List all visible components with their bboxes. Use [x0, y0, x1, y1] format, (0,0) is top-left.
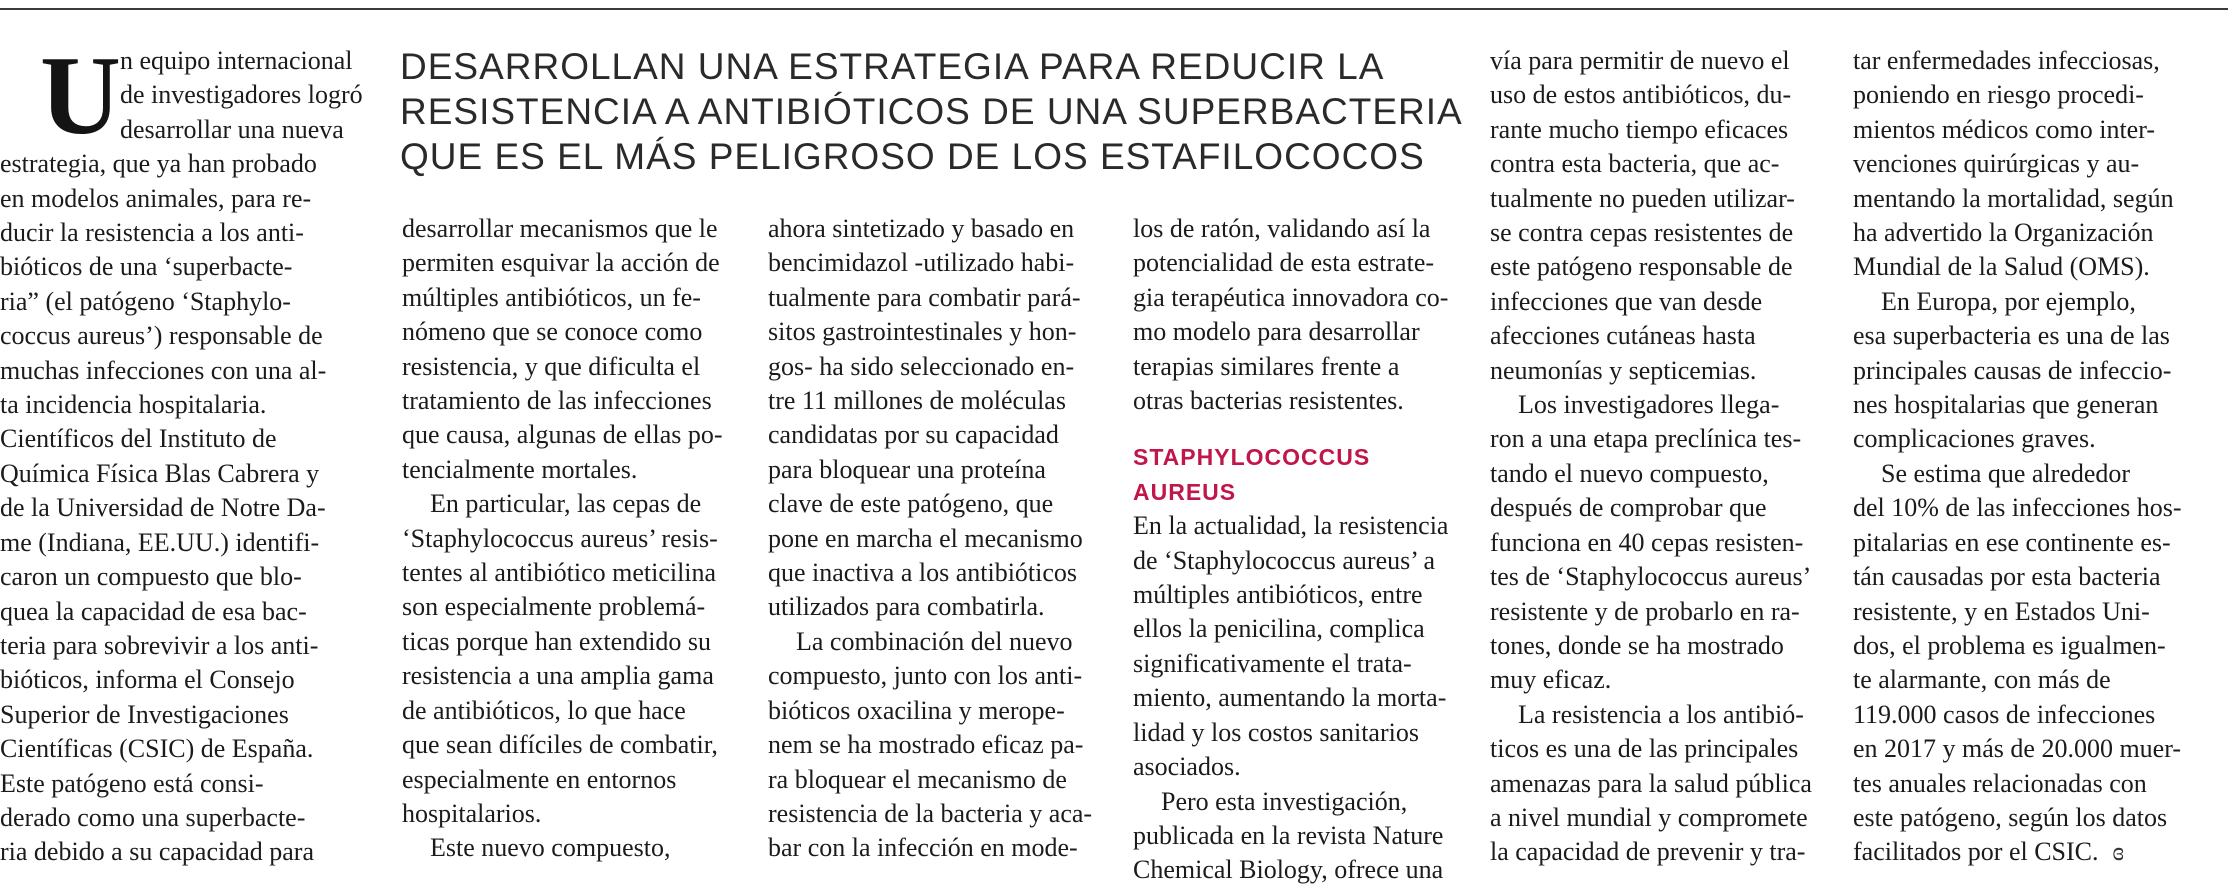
text-line: resistencia de la bacteria y aca- — [768, 798, 1093, 828]
text-line: ticas porque han extendido su — [402, 626, 712, 656]
text-line: vía para permitir de nuevo el — [1490, 46, 1790, 75]
text-line: dos, el problema es igualmen- — [1853, 630, 2166, 660]
article-column-5 — [1490, 44, 1820, 870]
text-line: que causa, algunas de ellas po- — [402, 420, 723, 450]
text-line: otras bacterias resistentes. — [1133, 386, 1404, 416]
text-line: contra esta bacteria, que ac- — [1490, 149, 1780, 179]
paragraph — [402, 831, 732, 865]
text-line: que inactiva a los antibióticos — [768, 558, 1078, 588]
text-line: mientos médicos como inter- — [1853, 114, 2156, 144]
text-line: tentes al antibiótico meticilina — [402, 558, 717, 588]
text-line: mentando la mortalidad, según — [1853, 183, 2174, 213]
text-line: significativamente el trata- — [1133, 648, 1412, 678]
text-line: la capacidad de prevenir y tra- — [1490, 837, 1806, 867]
text-line: tar enfermedades infecciosas, — [1853, 46, 2160, 75]
text-line: ta incidencia hospitalaria. — [0, 390, 267, 420]
text-line: asociados. — [1133, 752, 1241, 782]
text-line: de la Universidad de Notre Da- — [0, 493, 326, 523]
paragraph — [1133, 509, 1463, 784]
text-line: resistente, y en Estados Uni- — [1853, 596, 2150, 626]
headline — [400, 44, 1463, 179]
text-line: coccus aureus’) responsable de — [0, 321, 323, 351]
text-line: bióticos, informa el Consejo — [0, 665, 295, 695]
text-line: clave de este patógeno, que — [768, 489, 1054, 519]
text-line: desarrollar mecanismos que le — [402, 214, 718, 243]
text-line: bióticos de una ‘superbacte- — [0, 252, 293, 282]
text-line: En particular, las cepas de — [430, 489, 702, 519]
text-line: los de ratón, validando así la — [1133, 214, 1431, 243]
text-line: Los investigadores llega- — [1518, 390, 1780, 420]
text-line: tes anuales relacionadas con — [1853, 768, 2147, 798]
text-line: Se estima que alrededor — [1881, 458, 2131, 488]
text-line: miento, aumentando la morta- — [1133, 683, 1447, 713]
paragraph — [402, 212, 732, 487]
text-line: pitalarias en ese continente es- — [1853, 527, 2171, 557]
text-line: candidatas por su capacidad — [768, 420, 1059, 450]
text-line: ‘Staphylococcus aureus’ resis- — [402, 523, 718, 553]
text-line: son especialmente problemá- — [402, 592, 706, 622]
text-line: muchas infecciones con una al- — [0, 355, 327, 385]
text-line: que sean difíciles de combatir, — [402, 730, 718, 760]
paragraph — [1853, 285, 2193, 457]
text-line: tán causadas por esta bacteria — [1853, 562, 2161, 592]
text-line: esa superbacteria es una de las — [1853, 321, 2170, 351]
text-line: ron a una etapa preclínica tes- — [1490, 424, 1802, 454]
paragraph — [1490, 698, 1820, 870]
text-line: amenazas para la salud pública — [1490, 768, 1812, 798]
text-line: resistente y de probarlo en ra- — [1490, 596, 1800, 626]
article-column-6 — [1853, 44, 2193, 870]
paragraph — [402, 487, 732, 831]
text-line: en 2017 y más de 20.000 muer- — [1853, 734, 2182, 764]
paragraph — [0, 767, 355, 870]
text-line: La combinación del nuevo — [796, 626, 1073, 656]
text-line: ra bloquear el mecanismo de — [768, 764, 1067, 794]
text-line: este patógeno, según los datos — [1853, 802, 2168, 832]
text-line: Superior de Investigaciones — [0, 699, 289, 729]
article-column-1 — [0, 34, 363, 870]
text-line: de antibióticos, lo que hace — [402, 695, 686, 725]
text-line: uso de estos antibióticos, du- — [1490, 80, 1792, 110]
text-line: nes hospitalarias que generan — [1853, 390, 2159, 420]
text-line: n equipo internacional — [120, 46, 353, 75]
text-line: venciones quirúrgicas y au- — [1853, 149, 2140, 179]
headline-line: DESARROLLAN UNA ESTRATEGIA PARA REDUCIR LA — [400, 46, 1385, 87]
text-line: terapias similares frente a — [1133, 351, 1400, 381]
text-line: de ‘Staphylococcus aureus’ a — [1133, 545, 1436, 575]
text-line: bióticos oxacilina y merope- — [768, 695, 1065, 725]
text-line: Química Física Blas Cabrera y — [0, 458, 320, 488]
text-line: gia terapéutica innovadora co- — [1133, 282, 1449, 312]
text-line: tratamiento de las infecciones — [402, 386, 712, 416]
text-line: Científicos del Instituto de — [0, 424, 277, 454]
text-line: quea la capacidad de esa bac- — [0, 596, 307, 626]
text-line: rante mucho tiempo eficaces — [1490, 114, 1789, 144]
paragraph — [1490, 388, 1820, 698]
text-line: infecciones que van desde — [1490, 286, 1763, 316]
paragraph — [1853, 44, 2193, 285]
paragraph — [768, 625, 1098, 866]
text-line: teria para sobrevivir a los anti- — [0, 630, 319, 660]
text-line: tualmente para combatir pará- — [768, 282, 1081, 312]
article-column-3 — [768, 212, 1098, 866]
top-rule — [0, 8, 2228, 10]
text-line: múltiples antibióticos, entre — [1133, 580, 1423, 610]
text-line: bencimidazol -utilizado habi- — [768, 248, 1075, 278]
text-line: principales causas de infeccio- — [1853, 355, 2172, 385]
text-line: publicada en la revista Nature — [1133, 820, 1444, 850]
article-column-2 — [402, 212, 732, 866]
text-line: me (Indiana, EE.UU.) identifi- — [0, 527, 320, 557]
text-line: afecciones cutáneas hasta — [1490, 321, 1756, 351]
text-line: pone en marcha el mecanismo — [768, 523, 1083, 553]
end-of-article-icon: ɞ — [2112, 837, 2125, 867]
text-line: te alarmante, con más de — [1853, 665, 2111, 695]
text-line: a nivel mundial y compromete — [1490, 802, 1808, 832]
text-line: lidad y los costos sanitarios — [1133, 717, 1419, 747]
text-line: ducir la resistencia a los anti- — [0, 218, 304, 248]
text-line: derado como una superbacte- — [0, 802, 306, 832]
spacer — [1133, 418, 1463, 440]
text-line: este patógeno responsable de — [1490, 252, 1793, 282]
text-line: muy eficaz. — [1490, 665, 1612, 695]
headline-line: QUE ES EL MÁS PELIGROSO DE LOS ESTAFILOCOCOS — [400, 136, 1425, 177]
text-line: estrategia, que ya han probado — [0, 149, 317, 179]
paragraph — [1133, 785, 1463, 888]
last-text-line — [1853, 835, 2193, 869]
text-line: permiten esquivar la acción de — [402, 248, 720, 278]
text-line: tualmente no pueden utilizar- — [1490, 183, 1795, 213]
paragraph — [1133, 212, 1463, 418]
text-fragment: facilitados por el CSIC. — [1853, 837, 2099, 867]
text-line: tones, donde se ha mostrado — [1490, 630, 1784, 660]
paragraph — [768, 212, 1098, 625]
text-line: utilizados para combatirla. — [768, 592, 1045, 622]
text-line: ria debido a su capacidad para — [0, 837, 315, 867]
paragraph — [0, 422, 355, 766]
text-line: tre 11 millones de moléculas — [768, 386, 1066, 416]
text-line: hospitalarios. — [402, 798, 542, 828]
text-line: bar con la infección en mode- — [768, 833, 1078, 863]
text-line: Mundial de la Salud (OMS). — [1853, 252, 2150, 282]
text-line: de investigadores logró — [120, 80, 363, 110]
text-line: desarrollar una nueva — [120, 114, 344, 144]
text-line: nem se ha mostrado eficaz pa- — [768, 730, 1084, 760]
text-line: neumonías y septicemias. — [1490, 355, 1757, 385]
text-line: se contra cepas resistentes de — [1490, 218, 1794, 248]
text-line: después de comprobar que — [1490, 493, 1767, 523]
paragraph — [0, 34, 363, 422]
text-line: 119.000 casos de infecciones — [1853, 699, 2156, 729]
paragraph — [1853, 457, 2193, 870]
text-line: múltiples antibióticos, un fe- — [402, 282, 701, 312]
text-line: ria” (el patógeno ‘Staphylo- — [0, 286, 291, 316]
text-line: Chemical Biology, ofrece una — [1133, 855, 1444, 885]
text-line: mo modelo para desarrollar — [1133, 317, 1420, 347]
text-line: complicaciones graves. — [1853, 424, 2096, 454]
text-line: funciona en 40 cepas resisten- — [1490, 527, 1804, 557]
text-line: En Europa, por ejemplo, — [1881, 286, 2136, 316]
text-line: nómeno que se conoce como — [402, 317, 703, 347]
text-line: ellos la penicilina, complica — [1133, 614, 1425, 644]
text-line: Este patógeno está consi- — [0, 768, 264, 798]
text-line: gos- ha sido seleccionado en- — [768, 351, 1075, 381]
section-subhead: STAPHYLOCOCCUS AUREUS — [1133, 444, 1371, 505]
text-line: La resistencia a los antibió- — [1518, 699, 1804, 729]
article-column-4 — [1133, 212, 1463, 888]
text-line: ticos es una de las principales — [1490, 734, 1799, 764]
text-line: potencialidad de esta estrate- — [1133, 248, 1435, 278]
text-line: resistencia, y que dificulta el — [402, 351, 701, 381]
text-line: sitos gastrointestinales y hon- — [768, 317, 1077, 347]
text-line: tes de ‘Staphylococcus aureus’ — [1490, 562, 1812, 592]
text-line: resistencia a una amplia gama — [402, 661, 714, 691]
headline-line: RESISTENCIA A ANTIBIÓTICOS DE UNA SUPERBACTERIA — [400, 91, 1463, 132]
paragraph — [1490, 44, 1820, 388]
text-line: para bloquear una proteína — [768, 454, 1046, 484]
text-line: especialmente en entornos — [402, 764, 677, 794]
text-line: En la actualidad, la resistencia — [1133, 511, 1449, 541]
text-line: tando el nuevo compuesto, — [1490, 458, 1769, 488]
text-line: ha advertido la Organización — [1853, 218, 2154, 248]
text-line: Este nuevo compuesto, — [430, 833, 671, 863]
text-line: compuesto, junto con los anti- — [768, 661, 1083, 691]
text-line: Científicas (CSIC) de España. — [0, 734, 314, 764]
text-line: del 10% de las infecciones hos- — [1853, 493, 2182, 523]
drop-cap: U — [40, 34, 121, 158]
text-line: caron un compuesto que blo- — [0, 562, 302, 592]
text-line: en modelos animales, para re- — [0, 183, 312, 213]
text-line: tencialmente mortales. — [402, 454, 638, 484]
text-line: Pero esta investigación, — [1161, 786, 1408, 816]
text-line: ahora sintetizado y basado en — [768, 214, 1075, 243]
text-line: poniendo en riesgo procedi- — [1853, 80, 2144, 110]
